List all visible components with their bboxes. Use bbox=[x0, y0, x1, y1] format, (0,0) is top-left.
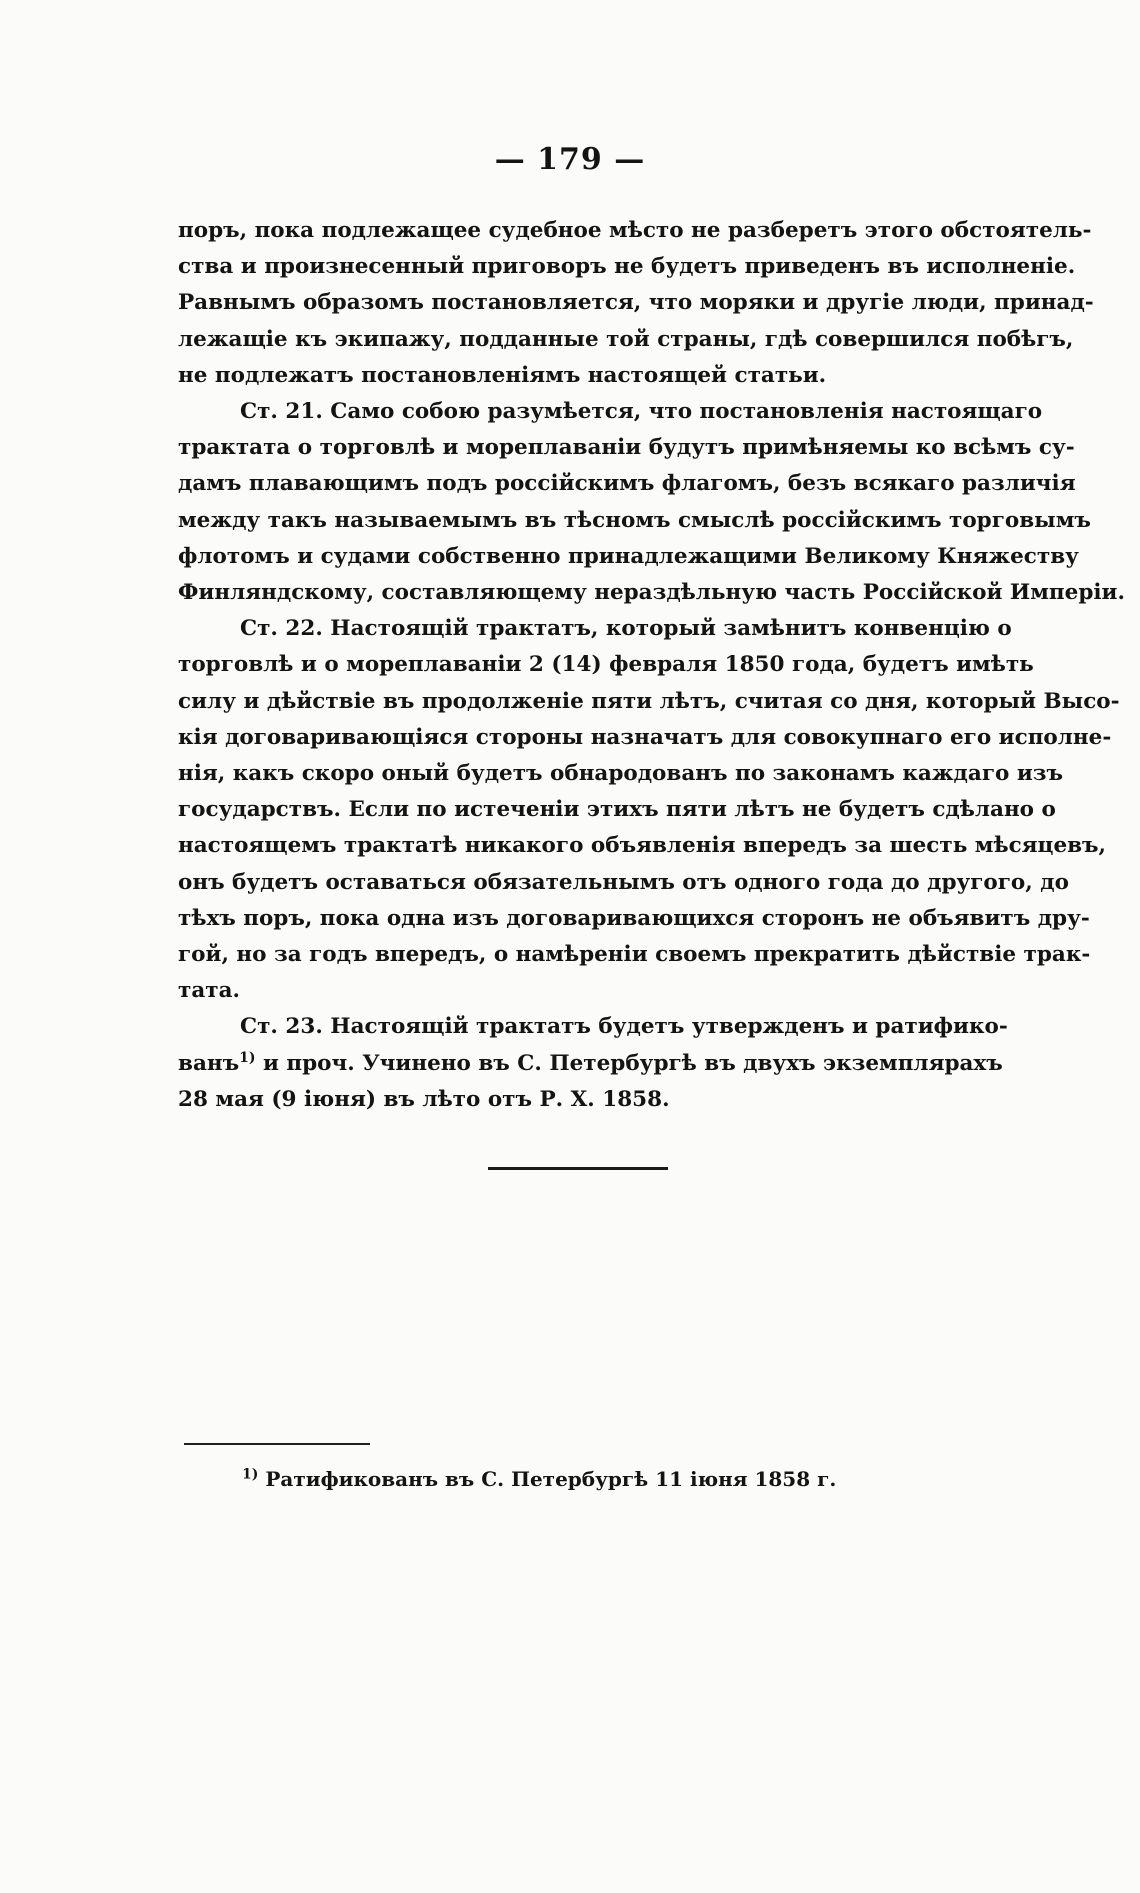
text-line: силу и дѣйствіе въ продолженіе пяти лѣтъ, считая со дня, который Высо- bbox=[178, 688, 1120, 714]
text-line: не подлежатъ постановленіямъ настоящей статьи. bbox=[178, 362, 827, 388]
text-line: 28 мая (9 іюня) въ лѣто отъ Р. Х. 1858. bbox=[178, 1086, 670, 1112]
text-line: онъ будетъ оставаться обязательнымъ отъ одного года до другого, до bbox=[178, 869, 1069, 895]
text-fragment: и проч. Учинено въ С. Петербургѣ въ двухъ экземплярахъ bbox=[255, 1050, 1003, 1076]
text-line: Ст. 22. Настоящій трактатъ, который замѣнитъ конвенцію о bbox=[240, 616, 1012, 642]
text-line: Ст. 23. Настоящій трактатъ будетъ утвержденъ и ратифико- bbox=[240, 1014, 1008, 1040]
text-line: настоящемъ трактатѣ никакого объявленія впередъ за шесть мѣсяцевъ, bbox=[178, 833, 1107, 859]
footnote-rule bbox=[184, 1443, 370, 1445]
text-line: гой, но за годъ впередъ, о намѣреніи своемъ прекратить дѣйствіе трак- bbox=[178, 942, 1091, 968]
text-line: между такъ называемымъ въ тѣсномъ смыслѣ россійскимъ торговымъ bbox=[178, 507, 1091, 533]
text-line: Ст. 21. Само собою разумѣется, что постановленія настоящаго bbox=[240, 399, 1043, 425]
footnote-marker: 1) bbox=[242, 1466, 259, 1483]
section-divider bbox=[488, 1167, 668, 1170]
body-text bbox=[178, 213, 1125, 1118]
text-fragment: ванъ bbox=[178, 1050, 240, 1076]
text-line: флотомъ и судами собственно принадлежащими Великому Княжеству bbox=[178, 543, 1079, 569]
text-line: дамъ плавающимъ подъ россійскимъ флагомъ, безъ всякаго различія bbox=[178, 471, 1076, 497]
page-number: — 179 — bbox=[494, 142, 646, 177]
text-line: торговлѣ и о мореплаваніи 2 (14) февраля 1850 года, будетъ имѣть bbox=[178, 652, 1034, 678]
text-line: лежащіе къ экипажу, подданные той страны, гдѣ совершился побѣгъ, bbox=[178, 326, 1074, 352]
text-line: ства и произнесенный приговоръ не будетъ приведенъ въ исполненіе. bbox=[178, 254, 1076, 280]
footnote bbox=[242, 1464, 836, 1494]
text-line: государствъ. Если по истеченіи этихъ пяти лѣтъ не будетъ сдѣлано о bbox=[178, 797, 1056, 823]
footnote-reference: 1) bbox=[239, 1049, 256, 1066]
text-line: Финляндскому, составляющему нераздѣльную часть Россійской Имперіи. bbox=[178, 580, 1125, 606]
text-line: кія договаривающіяся стороны назначатъ для совокупнаго его исполне- bbox=[178, 724, 1112, 750]
text-line: поръ, пока подлежащее судебное мѣсто не разберетъ этого обстоятель- bbox=[178, 218, 1092, 243]
text-line bbox=[178, 1046, 1003, 1082]
text-line: тата. bbox=[178, 978, 240, 1004]
footnote-text: Ратификованъ въ С. Петербургѣ 11 іюня 1858 г. bbox=[265, 1467, 837, 1491]
text-line: нія, какъ скоро оный будетъ обнародованъ по законамъ каждаго изъ bbox=[178, 761, 1063, 787]
text-line: Равнымъ образомъ постановляется, что моряки и другіе люди, принад- bbox=[178, 290, 1094, 316]
text-line: трактата о торговлѣ и мореплаваніи будутъ примѣняемы ко всѣмъ су- bbox=[178, 435, 1075, 461]
text-line: тѣхъ поръ, пока одна изъ договаривающихся сторонъ не объявитъ дру- bbox=[178, 905, 1090, 931]
